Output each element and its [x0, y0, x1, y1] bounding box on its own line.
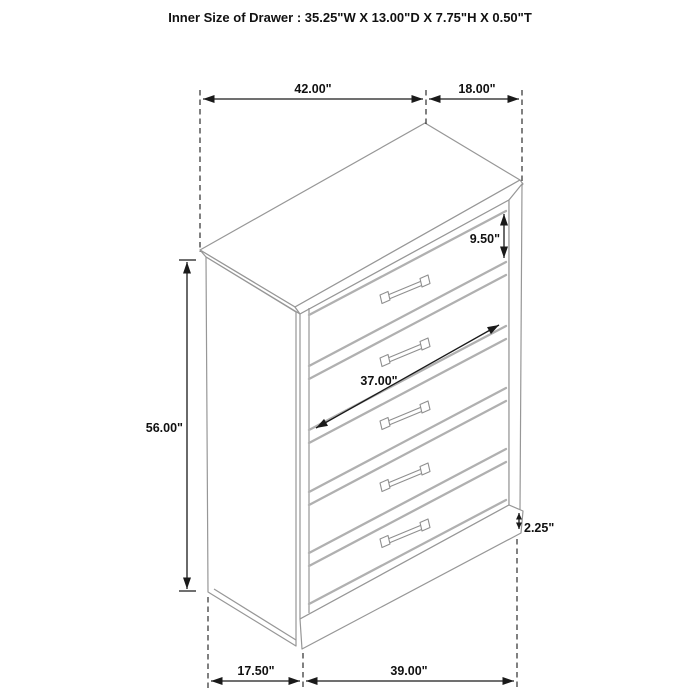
dim-bottom-depth-label: 17.50"	[237, 664, 275, 678]
dim-top-width-label: 42.00"	[294, 82, 332, 96]
dim-top-drawer-height-label: 9.50"	[469, 232, 500, 246]
dimension-bottom-width	[306, 664, 514, 681]
dim-height-label: 56.00"	[145, 421, 183, 435]
dim-top-depth-label: 18.00"	[458, 82, 496, 96]
dim-bottom-width-label: 39.00"	[390, 664, 428, 678]
dim-drawer-width-label: 37.00"	[360, 374, 398, 388]
dimension-height	[146, 260, 196, 591]
diagram-title: Inner Size of Drawer : 35.25"W X 13.00"D X 7.75"H X 0.50"T	[168, 10, 532, 25]
dimension-base-height	[519, 513, 554, 535]
dimension-top-width	[203, 82, 423, 99]
cabinet-right-edge	[509, 184, 522, 510]
cabinet-left-panel	[206, 257, 296, 646]
dim-base-height-label: 2.25"	[524, 521, 555, 535]
dimension-bottom-depth	[211, 664, 300, 681]
dimension-top-depth	[429, 82, 519, 99]
